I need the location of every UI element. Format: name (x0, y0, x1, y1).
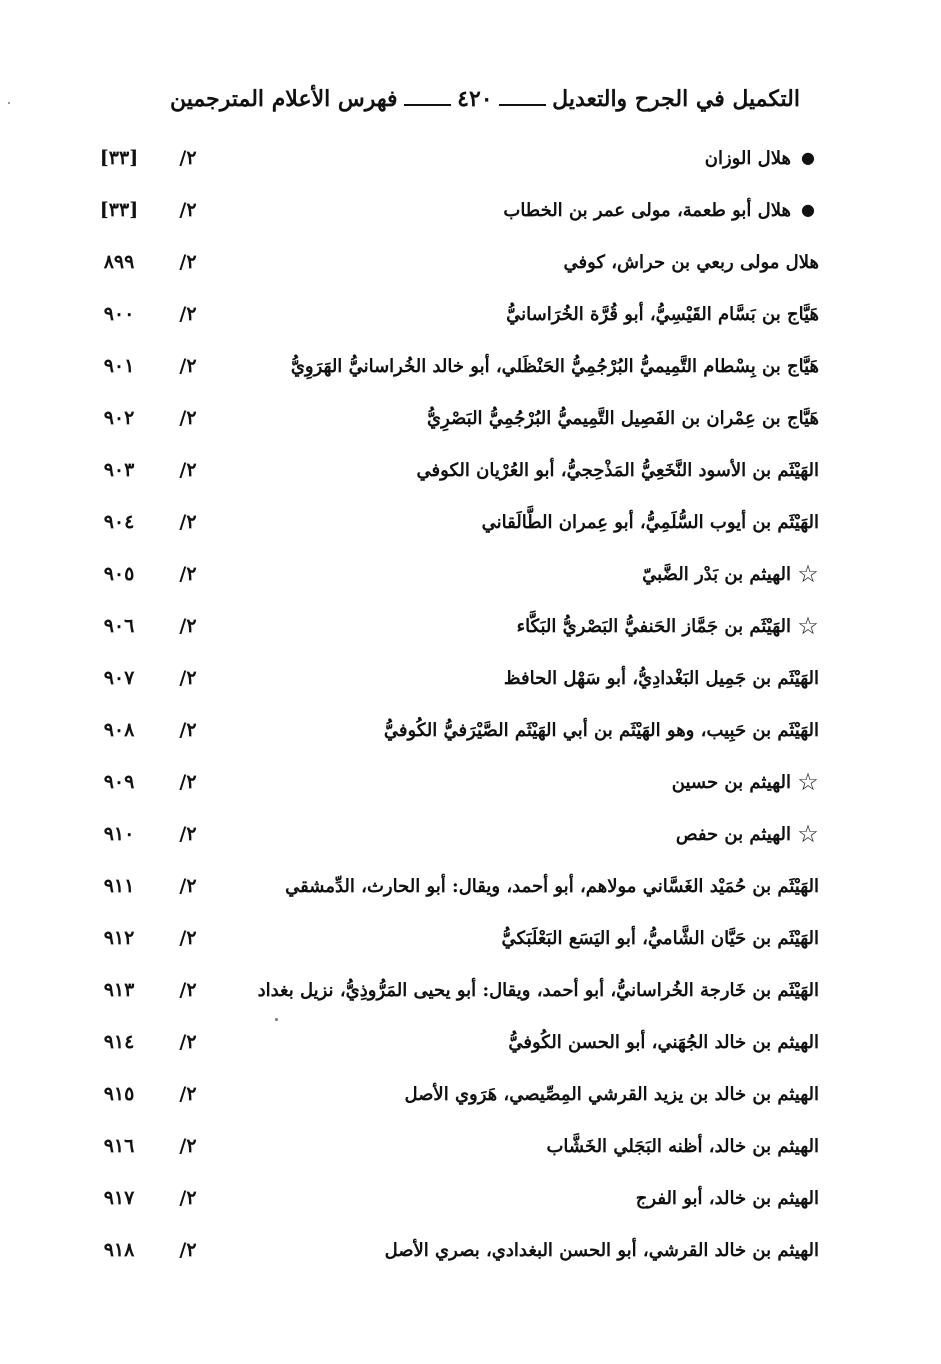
entry-number: ٩١٢ (103, 927, 135, 949)
index-entry (0, 138, 941, 178)
entry-name: هَيَّاج بن عِمْران بن الفَصِيل التَّمِيميُّ البُرْجُمِيُّ البَصْرِيُّ (427, 407, 819, 429)
entry-volume: /٢ (179, 563, 197, 585)
index-entry (0, 606, 941, 646)
index-entry (0, 1126, 941, 1166)
entry-name: هلال أبو طعمة، مولى عمر بن الخطاب (503, 199, 791, 221)
entry-number: ٩٠٤ (103, 511, 135, 533)
entry-name: الهيثم بن خالد الجُهَني، أبو الحسن الكُوفيُّ (508, 1031, 819, 1053)
entry-name: الهيثم بن خالد القرشي، أبو الحسن البغدادي، بصري الأصل (384, 1239, 819, 1261)
star-icon: ☆ (797, 768, 819, 796)
index-entry (0, 814, 941, 854)
entry-volume: /٢ (179, 1083, 197, 1105)
entry-name-cell (239, 138, 819, 178)
index-entry (0, 762, 941, 802)
entry-number: ٩١٣ (103, 979, 135, 1001)
index-entry (0, 710, 941, 750)
entry-name: هَيَّاج بن بِسْطام التَّمِيميُّ البُرْجُمِيُّ الحَنْظَلي، أبو خالد الخُراسانيُّ الهَرَوِيُّ (290, 355, 819, 377)
index-entry (0, 554, 941, 594)
entry-volume: /٢ (179, 147, 197, 169)
index-entry (0, 294, 941, 334)
entry-volume: /٢ (179, 667, 197, 689)
index-entry (0, 1074, 941, 1114)
entry-number: [٣٣] (99, 199, 139, 221)
index-entry (0, 502, 941, 542)
entry-volume: /٢ (179, 1135, 197, 1157)
entry-name: الهَيْثَم بن جَمَّاز الحَنفيُّ البَصْريُّ البَكَّاء (516, 615, 791, 637)
running-header (170, 82, 800, 116)
entry-number: ٩٠٧ (103, 667, 135, 689)
index-entry (0, 866, 941, 906)
entry-name-cell (239, 866, 819, 906)
entry-name: هلال الوزان (704, 147, 791, 169)
entry-name-cell (239, 190, 819, 230)
entry-number: ٩٠٦ (103, 615, 135, 637)
index-entry (0, 1230, 941, 1270)
entry-name: الهيثم بن خالد بن يزيد القرشي المِصِّيصي، هَرَوي الأصل (404, 1083, 819, 1105)
entry-name-cell (239, 398, 819, 438)
index-entry (0, 190, 941, 230)
entry-volume: /٢ (179, 771, 197, 793)
entry-name: الهَيْثَم بن حَبِيب، وهو الهَيْثَم بن أبي الهَيْثَم الصَّيْرَفيُّ الكُوفيُّ (383, 719, 819, 741)
entry-name-cell (239, 242, 819, 282)
entry-name-cell (239, 918, 819, 958)
entry-number: ٩١٧ (103, 1187, 135, 1209)
entry-volume: /٢ (179, 719, 197, 741)
entry-volume: /٢ (179, 407, 197, 429)
entry-name-cell (239, 1178, 819, 1218)
entry-number: ٩٠٣ (103, 459, 135, 481)
entry-name: الهَيْثَم بن الأسود النَّخَعِيُّ المَذْحِجيُّ، أبو العُرْيان الكوفي (416, 459, 819, 481)
entry-name-cell (239, 658, 819, 698)
entry-volume: /٢ (179, 1031, 197, 1053)
entry-name-cell (239, 606, 819, 646)
star-icon: ☆ (797, 820, 819, 848)
entry-name: الهَيْثَم بن حَيَّان الشَّاميُّ، أبو اليَسَع البَعْلَبَكيُّ (501, 927, 819, 949)
entry-volume: /٢ (179, 199, 197, 221)
star-icon: ☆ (797, 612, 819, 640)
entry-volume: /٢ (179, 823, 197, 845)
index-entry (0, 918, 941, 958)
entry-number: ٩٠٠ (103, 303, 135, 325)
scan-speck (275, 1018, 278, 1021)
section-title: فهرس الأعلام المترجمين (170, 86, 398, 112)
entry-name-cell (239, 294, 819, 334)
index-entry (0, 658, 941, 698)
index-entry (0, 242, 941, 282)
entry-number: ٩٠٩ (103, 771, 135, 793)
index-entry (0, 346, 941, 386)
entry-number: ٩٠٢ (103, 407, 135, 429)
index-entry (0, 450, 941, 490)
entry-number: ٩١٥ (103, 1083, 135, 1105)
bullet-icon: ● (801, 200, 815, 219)
entry-number: ٩٠٥ (103, 563, 135, 585)
entry-volume: /٢ (179, 1187, 197, 1209)
index-entry (0, 1178, 941, 1218)
entry-number: ٩١٦ (103, 1135, 135, 1157)
entry-volume: /٢ (179, 927, 197, 949)
header-dash (499, 104, 547, 106)
entry-volume: /٢ (179, 875, 197, 897)
entry-number: ٩١١ (103, 875, 135, 897)
entry-number: ٩٠١ (103, 355, 135, 377)
star-icon: ☆ (797, 560, 819, 588)
entry-name-cell (239, 762, 819, 802)
entry-number: [٣٣] (99, 147, 139, 169)
entry-name-cell (239, 970, 819, 1010)
entry-name-cell (239, 346, 819, 386)
entry-volume: /٢ (179, 511, 197, 533)
index-entry (0, 970, 941, 1010)
entry-number: ٩١٨ (103, 1239, 135, 1261)
entry-name-cell (239, 1074, 819, 1114)
bullet-icon: ● (801, 148, 815, 167)
entry-name: الهَيْثَم بن أيوب السُّلَمِيُّ، أبو عِمران الطَّالَقاني (481, 511, 819, 533)
entry-name-cell (239, 554, 819, 594)
entry-number: ٩٠٨ (103, 719, 135, 741)
entry-name: الهَيْثَم بن خَارجة الخُراسانيُّ، أبو أحمد، ويقال: أبو يحيى المَرُّوذِيُّ، نزيل بغداد (257, 979, 819, 1001)
entry-volume: /٢ (179, 251, 197, 273)
entry-volume: /٢ (179, 615, 197, 637)
index-entry (0, 398, 941, 438)
page-number: ٤٢٠ (457, 86, 493, 112)
entry-name: الهَيْثَم بن جَمِيل البَغْدادِيُّ، أبو سَهْل الحافظ (503, 667, 819, 689)
entry-volume: /٢ (179, 979, 197, 1001)
entry-name: الهيثم بن بَدْر الضَّبيّ (642, 563, 791, 585)
entry-name: هلال مولى ربعي بن حراش، كوفي (563, 251, 819, 273)
entry-name: هَيَّاج بن بَسَّام القَيْسِيُّ، أبو قُرَّة الخُرَاسانيُّ (506, 303, 819, 325)
entry-name-cell (239, 1022, 819, 1062)
entry-name: الهيثم بن حسين (671, 771, 791, 793)
entry-volume: /٢ (179, 355, 197, 377)
entry-name: الهيثم بن خالد، أبو الفرج (635, 1187, 819, 1209)
entry-name-cell (239, 1230, 819, 1270)
entry-number: ٩١٠ (103, 823, 135, 845)
entry-name-cell (239, 814, 819, 854)
entry-volume: /٢ (179, 303, 197, 325)
entry-name: الهيثم بن حفص (675, 823, 791, 845)
entry-number: ٨٩٩ (103, 251, 135, 273)
book-title: التكميل في الجرح والتعديل (552, 86, 800, 112)
entry-name-cell (239, 502, 819, 542)
entry-name: الهَيْثَم بن حُمَيْد الغَسَّاني مولاهم، أبو أحمد، ويقال: أبو الحارث، الدِّمشقي (285, 875, 819, 897)
entry-name: الهيثم بن خالد، أظنه البَجَلي الخَشَّاب (546, 1135, 819, 1157)
entry-name-cell (239, 450, 819, 490)
header-dash (404, 104, 452, 106)
entry-name-cell (239, 1126, 819, 1166)
index-entry (0, 1022, 941, 1062)
entry-volume: /٢ (179, 1239, 197, 1261)
entry-name-cell (239, 710, 819, 750)
entry-number: ٩١٤ (103, 1031, 135, 1053)
scan-speck (8, 102, 10, 104)
entry-volume: /٢ (179, 459, 197, 481)
